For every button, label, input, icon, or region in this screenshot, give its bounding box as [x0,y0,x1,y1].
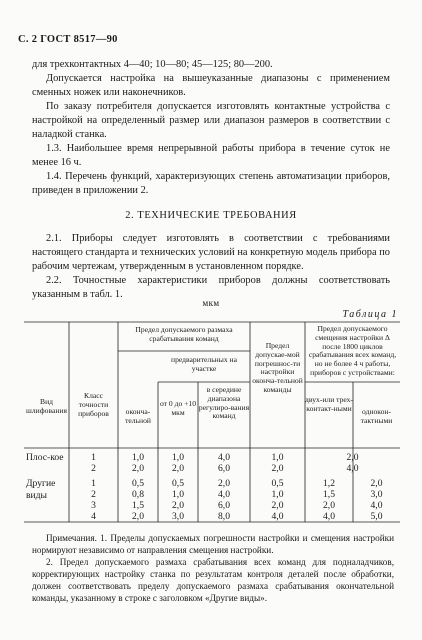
header-final: оконча-тельной [125,407,151,425]
table-cell: 0,5 [172,478,184,489]
header-preliminary: предварительных на участке [171,355,237,373]
section-title: 2. ТЕХНИЧЕСКИЕ ТРЕБОВАНИЯ [125,210,297,221]
header-preliminary-b: в середине диапазона регулиро-вания команд [198,385,250,421]
table-cell: 2,0 [132,463,144,474]
header-group-range: Предел допускаемого размаха срабатывания команд [135,325,233,343]
table-cell: 4,0 [370,500,383,511]
table-cell: 4 [91,511,96,522]
paragraph-custom-order: По заказу потребителя допускается изготовлять контактные устройства с настройкой на определенный размер или диапазон размеров в соответствии с наладкой станка. [32,101,390,140]
page-header: С. 2 ГОСТ 8517—90 [18,34,118,45]
row-label-flat: Плос-кое [26,452,64,463]
paragraph-2-2: 2.2. Точностные характеристики приборов должны соответствовать указанным в табл. 1. [32,275,390,300]
table-cell: 4,0 [218,489,230,500]
note-2: 2. Предел допускаемого размаха срабатывания всех команд для подналадчиков, корректирующих настройку станка по результатам контроля деталей после обработки, должен соответствовать пределу допускаемого размаха срабатывания окончательной команды, указанному в строке с заголовком «Другие виды». [32,557,394,603]
paragraph-2-1: 2.1. Приборы следует изготовлять в соответствии с требованиями настоящего стандарта и технических условий на конкретную модель прибора по рабочим чертежам, утвержденным в установленном порядке. [32,233,390,272]
table-cell: 5,0 [370,511,383,522]
row-label-other: Другие виды [26,478,56,501]
table-cell: 2,0 [172,463,184,474]
table-cell: 2,0 [323,500,335,511]
table-cell: 1,5 [323,489,335,500]
header-preliminary-a: от 0 до +10 мкм [159,399,197,417]
table-cell: 4,0 [323,511,335,522]
table-cell: 6,0 [218,500,230,511]
paragraph-1-3: 1.3. Наибольшее время непрерывной работы прибора в течение суток не менее 16 ч. [32,143,390,168]
table-cell: 1,5 [132,500,144,511]
table-cell: 1,0 [271,489,284,500]
header-one-contact: однокон-тактными [360,407,393,425]
table-cell: 2,0 [370,478,383,489]
table-cell: 2 [91,489,96,500]
table-cell: 2,0 [172,500,184,511]
table-cell: 0,8 [132,489,144,500]
table-cell: 1 [91,452,96,463]
table-cell: 2 [91,463,96,474]
table-unit: мкм [202,298,220,308]
table-cell: 2,0 [218,478,230,489]
table-cell: 3,0 [370,489,383,500]
table-cell: 0,5 [271,478,284,489]
paragraph-replaceable-tips: Допускается настройка на вышеуказанные диапазоны с применением сменных ножек или наконечников. [32,73,390,98]
table-cell: 1,2 [323,478,335,489]
table-cell: 1,0 [172,489,184,500]
table-cell: 2,0 [132,511,144,522]
header-two-three-contact: двух-или трех-контакт-ными [305,395,353,413]
table-cell: 6,0 [218,463,230,474]
table-cell: 4,0 [346,463,359,474]
header-grinding-type: Вид шлифования [26,397,67,415]
table-cell: 2,0 [346,452,359,463]
header-setup-error: Предел допускае-мой погрешнос-ти настройки оконча-тельной команды [252,341,303,394]
header-group-shift: Предел допускаемого смещения настройки Δ после 1800 циклов срабатывания всех команд, но не более 4 ч работы, приборов с устройствами: [308,324,397,377]
table-cell: 3,0 [172,511,184,522]
table-cell: 1,0 [271,452,284,463]
paragraph-ranges: для трехконтактных 4—40; 10—80; 45—125; 80—200. [32,59,273,70]
table-cell: 2,0 [271,463,284,474]
header-accuracy-class: Класс точности приборов [78,391,109,418]
note-1: Примечания. 1. Пределы допускаемых погрешности настройки и смещения настройки нормируют независимо от направления смещения настройки. [32,533,394,555]
table-caption: Таблица 1 [342,309,398,320]
table-cell: 1 [91,478,96,489]
table-cell: 1,0 [132,452,144,463]
table-cell: 3 [91,500,96,511]
table-cell: 8,0 [218,511,230,522]
paragraph-1-4: 1.4. Перечень функций, характеризующих степень автоматизации приборов, приведен в приложении 2. [32,171,390,196]
table-cell: 1,0 [172,452,184,463]
table-cell: 0,5 [132,478,144,489]
table-cell: 2,0 [271,500,284,511]
table-cell: 4,0 [271,511,284,522]
table-cell: 4,0 [218,452,230,463]
